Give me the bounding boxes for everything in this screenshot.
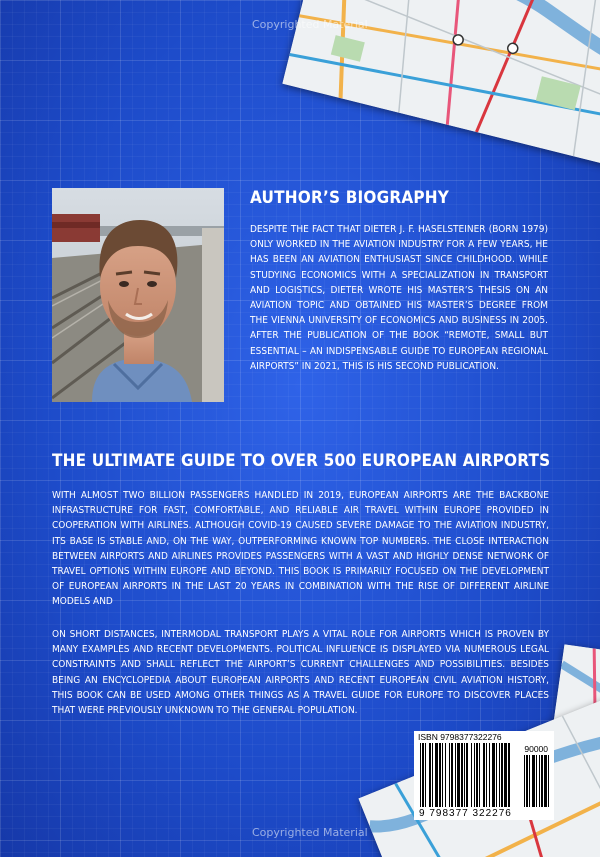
barcode-bars [414,731,554,820]
watermark-bottom: Copyrighted Material [252,826,368,839]
isbn-label: ISBN 9798377322276 [418,732,502,742]
author-photo [52,188,224,402]
biography-heading: AUTHOR’S BIOGRAPHY [250,188,450,208]
watermark-top: Copyrighted Material [252,18,368,31]
barcode-digits: 9 798377 322276 [419,808,512,819]
guide-paragraph-2: ON SHORT DISTANCES, INTERMODAL TRANSPORT PLAYS A VITAL ROLE FOR AIRPORTS WHICH IS PROVEN BY MANY EXAMPLES AND RECENT DEVELOPMENTS. POLITICAL INFLUENCE IS DISPLAYED VIA NUMEROUS LEGAL CONSTRAINTS AND SHALL REFLECT THE AIRPORT’S CURRENT CHALLENGES AND POSSIBILITIES. BESIDES BEING AN ENCYCLOPEDIA ABOUT EUROPEAN AIRPORTS AND RECENT EUROPEAN CIVIL AVIATION HISTORY, THIS BOOK CAN BE USED AMONG OTHER THINGS AS A TRAVEL GUIDE FOR EUROPE TO DISCOVER PLACES THAT WERE PREVIOUSLY UNKNOWN TO THE GENERAL POPULATION. [52,629,549,717]
guide-paragraph-1: WITH ALMOST TWO BILLION PASSENGERS HANDLED IN 2019, EUROPEAN AIRPORTS ARE THE BACKBONE INFRASTRUCTURE FOR FAST, COMFORTABLE, AND RELIABLE AIR TRAVEL WITHIN EUROPE PROVIDED IN COOPERATION WITH AIRLINES. ALTHOUGH COVID-19 CAUSED SEVERE DAMAGE TO THE AVIATION INDUSTRY, ITS BASE IS STABLE AND, ON THE WAY, OUTPERFORMING KNOWN TOP NUMBERS. THE CLOSE INTERACTION BETWEEN AIRPORTS AND AIRLINES PROVIDES PASSENGERS WITH A VAST AND HIGHLY DENSE NETWORK OF TRAVEL OPTIONS WITHIN EUROPE AND BEYOND. THIS BOOK IS PRIMARILY FOCUSED ON THE DEVELOPMENT OF EUROPEAN AIRPORTS IN THE LAST 20 YEARS IN COMBINATION WITH THE RISE OF DIFFERENT AIRLINE MODELS AND [52,490,549,608]
isbn-barcode [414,731,554,820]
biography-text: DESPITE THE FACT THAT DIETER J. F. HASELSTEINER (BORN 1979) ONLY WORKED IN THE AVIATION INDUSTRY FOR A FEW YEARS, HE HAS BEEN AN AVIATION ENTHUSIAST SINCE CHILDHOOD. WHILE STUDYING ECONOMICS WITH A SPECIALIZATION IN TRANSPORT AND LOGISTICS, DIETER WROTE HIS MASTER’S THESIS ON AN AVIATION TOPIC AND OBTAINED HIS MASTER’S DEGREE FROM THE VIENNA UNIVERSITY OF ECONOMICS AND BUSINESS IN 2005. AFTER THE PUBLICATION OF THE BOOK “REMOTE, SMALL BUT ESSENTIAL – AN INDISPENSABLE GUIDE TO EUROPEAN REGIONAL AIRPORTS” IN 2021, THIS IS HIS SECOND PUBLICATION. [250,224,548,372]
price-code: 90000 [524,744,548,754]
guide-heading: THE ULTIMATE GUIDE TO OVER 500 EUROPEAN AIRPORTS [52,451,551,471]
